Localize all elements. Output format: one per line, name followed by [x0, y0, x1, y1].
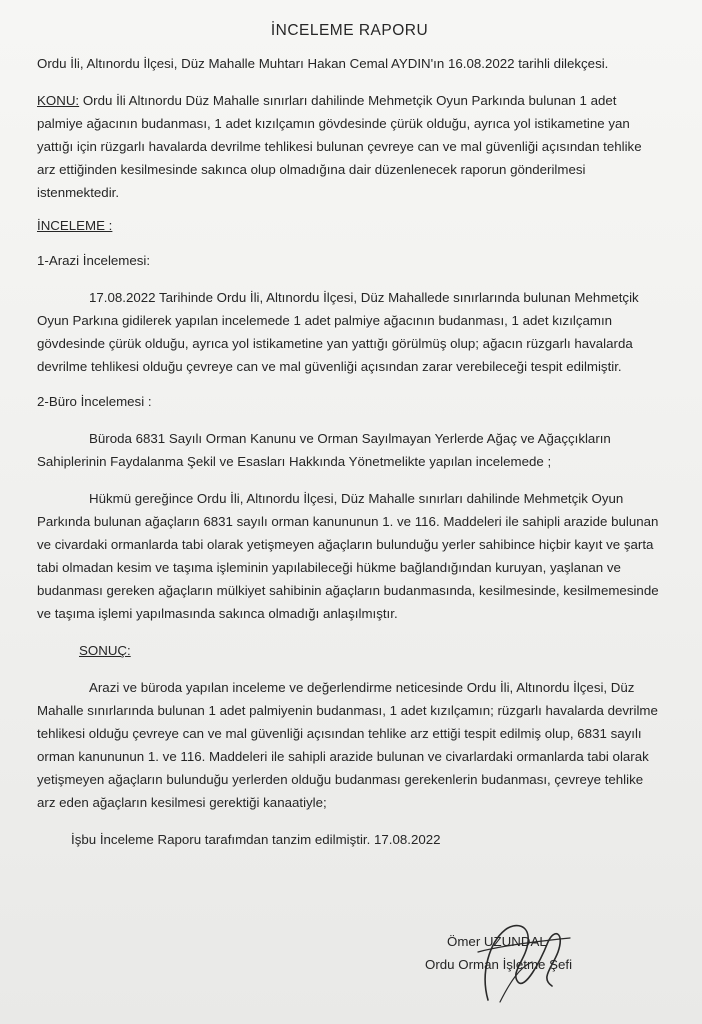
closing-line: İşbu İnceleme Raporu tarafımdan tanzim edilmiştir. 17.08.2022: [71, 832, 441, 847]
konu-paragraph: [37, 89, 662, 204]
buro-paragraph-1: Büroda 6831 Sayılı Orman Kanunu ve Orman Sayılmayan Yerlerde Ağaç ve Ağaççıkların Sahiplerinin Faydalanma Şekil ve Esasları Hakkında Yönetmelikte yapılan incelemede ;: [37, 431, 611, 469]
sonuc-heading: SONUÇ:: [79, 643, 131, 658]
document-title: İNCELEME RAPORU: [270, 22, 429, 39]
signature-block: [425, 930, 625, 976]
konu-text: Ordu İli Altınordu Düz Mahalle sınırları dahilinde Mehmetçik Oyun Parkında bulunan 1 adet palmiye ağacının budanması, 1 adet kızılçamın gövdesinde çürük olduğu, ayrıca yol istikametine yan yattığı için rüzgarlı havalarda devrilme tehlikesi bulunan çevreye can ve mal güvenliği açısından tehlike arz ettiğinden kesilmesinde sakınca olup olmadığına dair düzenlenecek raporun gönderilmesi istenmektedir.: [37, 93, 642, 200]
intro-paragraph: Ordu İli, Altınordu İlçesi, Düz Mahalle Muhtarı Hakan Cemal AYDIN'ın 16.08.2022 tarihli dilekçesi.: [37, 56, 609, 71]
buro-paragraph-2: Hükmü gereğince Ordu İli, Altınordu İlçesi, Düz Mahalle sınırları dahilinde Mehmetçik Oyun Parkında bulunan ağaçların 6831 sayılı orman kanununun 1. ve 116. Maddeleri ile sahipli arazide bulunan ve civardaki ormanlarda tabi olarak yetişmeyen ağaçların bulunduğu yerler sahibince hiçbir kayıt ve şarta tabi olmadan kesim ve taşıma işleminin yapılabileceği hükme bağlandığından kuruyan, yaşlanan ve budanması gereken ağaçların mülkiyet sahibinin ağaçların budanmasında, kesilmesinde, kesilmemesinde ve taşıma işlemi yapılmasında sakınca olmadığı anlaşılmıştır.: [37, 491, 659, 621]
arazi-heading: 1-Arazi İncelemesi:: [37, 253, 151, 268]
sonuc-paragraph: Arazi ve büroda yapılan inceleme ve değerlendirme neticesinde Ordu İli, Altınordu İlçesi, Düz Mahalle sınırlarında bulunan 1 adet palmiyenin budanması, 1 adet kızılçamın; rüzgarlı havalarda devrilme tehlikesi olduğu çevreye can ve mal güvenliği açısından tehlike arz ettiği tespit edilmiş olup, 6831 sayılı orman kanununun 1. ve 116. Maddeleri ile sahipli arazide bulunan ve civarlardaki ormanlarda tabi olarak yetişmeyen ağaçların bulunduğu yerlerden olduğu budanması gerekenlerin budanması, çevreye tehlike arz eden ağaçların kesilmesi gerektiği kanaatiyle;: [37, 680, 658, 810]
konu-label: KONU:: [37, 93, 80, 108]
inceleme-heading: İNCELEME :: [37, 218, 113, 233]
signatory-position: Ordu Orman İşletme Şefi: [425, 957, 573, 972]
buro-heading: 2-Büro İncelemesi :: [37, 394, 152, 409]
signatory-name: Ömer UZUNDAL: [447, 934, 547, 949]
arazi-paragraph: 17.08.2022 Tarihinde Ordu İli, Altınordu İlçesi, Düz Mahallede sınırlarında bulunan Mehmetçik Oyun Parkına gidilerek yapılan incelemede 1 adet palmiye ağacının budanması, 1 adet kızılçamın gövdesinde çürük olduğu, ayrıca yol istikametine yan yattığı görülmüş olup; ağacın rüzgarlı havalarda devrilme tehlikesi olduğu çevreye can ve mal güvenliği açısından zarar verebileceği tespit edilmiştir.: [37, 290, 639, 374]
